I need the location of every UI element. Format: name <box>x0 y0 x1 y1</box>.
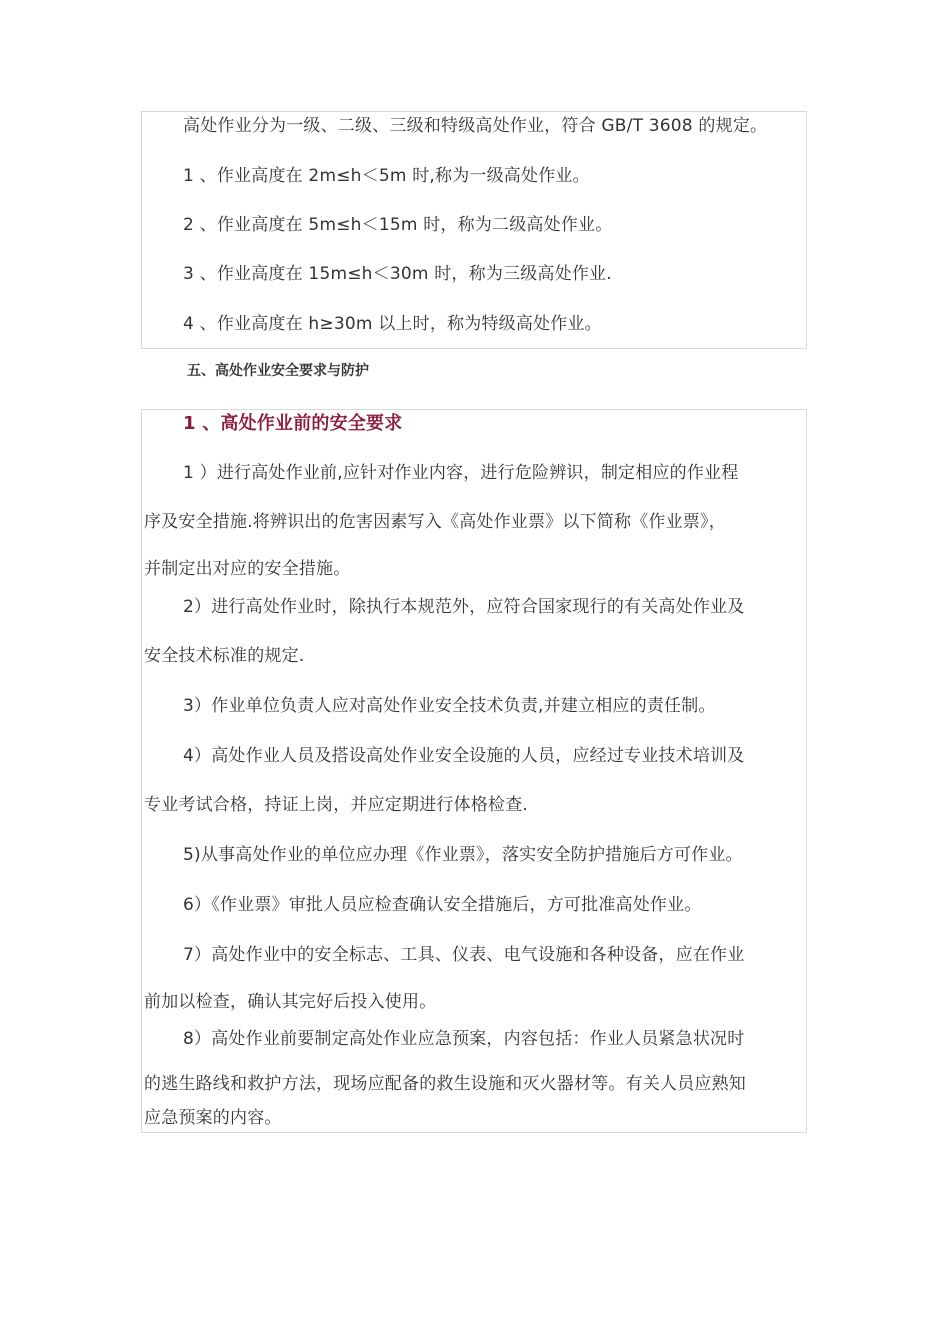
requirement-7-line-1: 7）高处作业中的安全标志、工具、仪表、电气设施和各种设备，应在作业 <box>183 945 745 965</box>
requirement-5: 5)从事高处作业的单位应办理《作业票》，落实安全防护措施后方可作业。 <box>183 845 743 865</box>
subsection-heading: 1 、高处作业前的安全要求 <box>183 413 403 434</box>
requirement-2-line-1: 2）进行高处作业时，除执行本规范外，应符合国家现行的有关高处作业及 <box>183 597 745 617</box>
classification-level-special: 4 、作业高度在 h≥30m 以上时，称为特级高处作业。 <box>183 314 602 334</box>
requirement-2-line-2: 安全技术标准的规定. <box>144 646 305 666</box>
classification-intro: 高处作业分为一级、二级、三级和特级高处作业，符合 GB/T 3608 的规定。 <box>183 116 768 136</box>
safety-requirements-box <box>141 409 807 1133</box>
requirement-4-line-1: 4）高处作业人员及搭设高处作业安全设施的人员，应经过专业技术培训及 <box>183 746 745 766</box>
requirement-7-line-2: 前加以检查，确认其完好后投入使用。 <box>144 992 437 1012</box>
requirement-3: 3）作业单位负责人应对高处作业安全技术负责,并建立相应的责任制。 <box>183 696 716 716</box>
classification-level-3: 3 、作业高度在 15m≤h＜30m 时，称为三级高处作业. <box>183 264 612 284</box>
requirement-1-line-3: 并制定出对应的安全措施。 <box>144 559 351 579</box>
section-title: 五、高处作业安全要求与防护 <box>187 363 369 379</box>
requirement-1-line-1: 1 ）进行高处作业前,应针对作业内容，进行危险辨识，制定相应的作业程 <box>183 463 739 483</box>
requirement-1-line-2: 序及安全措施.将辨识出的危害因素写入《高处作业票》以下简称《作业票》， <box>144 512 726 532</box>
requirement-8-line-1: 8）高处作业前要制定高处作业应急预案，内容包括：作业人员紧急状况时 <box>183 1029 745 1049</box>
requirement-6: 6）《作业票》审批人员应检查确认安全措施后，方可批准高处作业。 <box>183 895 702 915</box>
requirement-8-line-2: 的逃生路线和救护方法，现场应配备的救生设施和灭火器材等。有关人员应熟知 <box>144 1074 746 1094</box>
classification-level-1: 1 、作业高度在 2m≤h＜5m 时,称为一级高处作业。 <box>183 166 590 186</box>
requirement-8-line-3: 应急预案的内容。 <box>144 1108 282 1128</box>
classification-level-2: 2 、作业高度在 5m≤h＜15m 时，称为二级高处作业。 <box>183 215 613 235</box>
requirement-4-line-2: 专业考试合格，持证上岗，并应定期进行体格检查. <box>144 795 529 815</box>
height-classification-box <box>141 111 807 349</box>
